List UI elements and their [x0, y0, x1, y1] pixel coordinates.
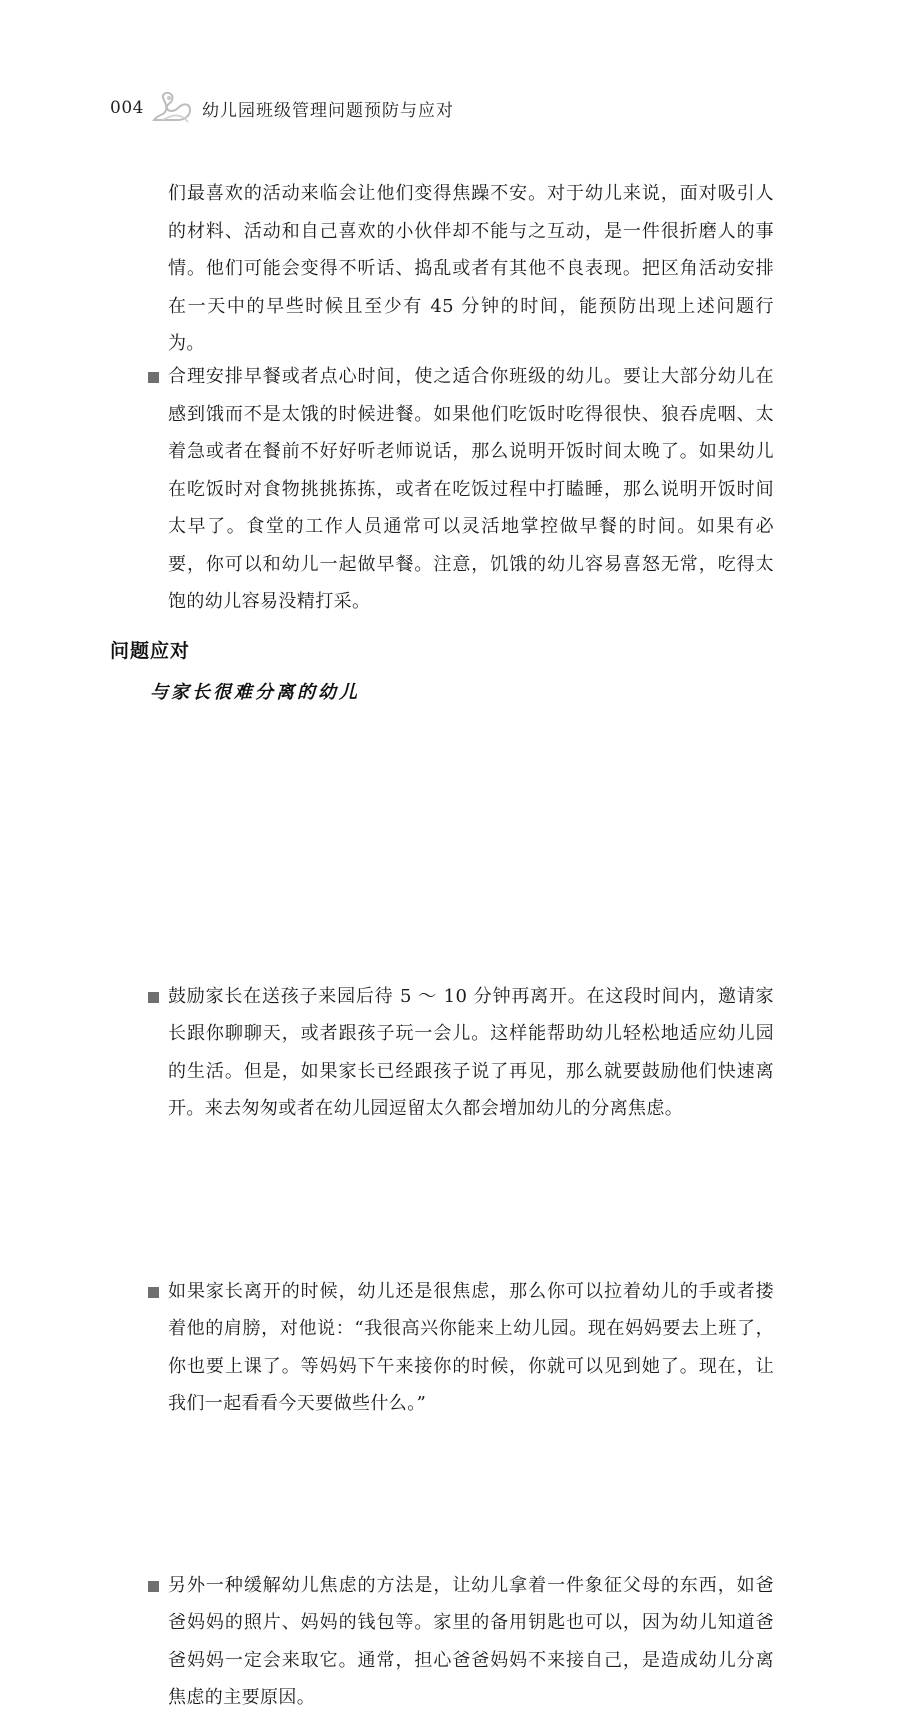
- paragraph-text: 们最喜欢的活动来临会让他们变得焦躁不安。对于幼儿来说，面对吸引人的材料、活动和自己喜欢的小伙伴却不能与之互动，是一件很折磨人的事情。他们可能会变得不听话、捣乱或者有其他不良表现。把区角活动安排在一天中的早些时候且至少有 45 分钟的时间，能预防出现上述问题行为。: [168, 183, 774, 354]
- list-item-text: 鼓励家长在送孩子来园后待 5 ～ 10 分钟再离开。在这段时间内，邀请家长跟你聊聊天，或者跟孩子玩一会儿。这样能帮助幼儿轻松地适应幼儿园的生活。但是，如果家长已经跟孩子说了再见，那么就要鼓励他们快速离开。来去匆匆或者在幼儿园逗留太久都会增加幼儿的分离焦虑。: [168, 985, 774, 1119]
- page-number: 004: [110, 98, 144, 118]
- swirl-ornament-icon: [150, 90, 194, 126]
- square-bullet-icon: [148, 372, 159, 383]
- list-item: [168, 978, 774, 1128]
- section-title: 问题应对: [110, 640, 191, 662]
- list-item: [168, 1567, 774, 1717]
- list-item-text: 另外一种缓解幼儿焦虑的方法是，让幼儿拿着一件象征父母的东西，如爸爸妈妈的照片、妈妈的钱包等。家里的备用钥匙也可以，因为幼儿知道爸爸妈妈一定会来取它。通常，担心爸爸妈妈不来接自己，是造成幼儿分离焦虑的主要原因。: [168, 1574, 774, 1708]
- list-item-text: 合理安排早餐或者点心时间，使之适合你班级的幼儿。要让大部分幼儿在感到饿而不是太饿的时候进餐。如果他们吃饭时吃得很快、狼吞虎咽、太着急或者在餐前不好好听老师说话，那么说明开饭时间太晚了。如果幼儿在吃饭时对食物挑挑拣拣，或者在吃饭过程中打瞌睡，那么说明开饭时间太早了。食堂的工作人员通常可以灵活地掌控做早餐的时间。如果有必要，你可以和幼儿一起做早餐。注意，饥饿的幼儿容易喜怒无常，吃得太饱的幼儿容易没精打采。: [168, 366, 774, 612]
- list-item: [168, 1273, 774, 1423]
- running-header: [110, 88, 454, 128]
- list-item: [168, 358, 774, 621]
- square-bullet-icon: [148, 1581, 159, 1592]
- square-bullet-icon: [148, 1287, 159, 1298]
- square-bullet-icon: [148, 992, 159, 1003]
- list-item-text: 如果家长离开的时候，幼儿还是很焦虑，那么你可以拉着幼儿的手或者搂着他的肩膀，对他说：“我很高兴你能来上幼儿园。现在妈妈要去上班了，你也要上课了。等妈妈下午来接你的时候，你就可以见到她了。现在，让我们一起看看今天要做些什么。”: [168, 1280, 774, 1414]
- book-title: 幼儿园班级管理问题预防与应对: [201, 100, 454, 121]
- continuation-paragraph: [168, 175, 774, 363]
- subsection-title: 与家长很难分离的幼儿: [150, 682, 360, 703]
